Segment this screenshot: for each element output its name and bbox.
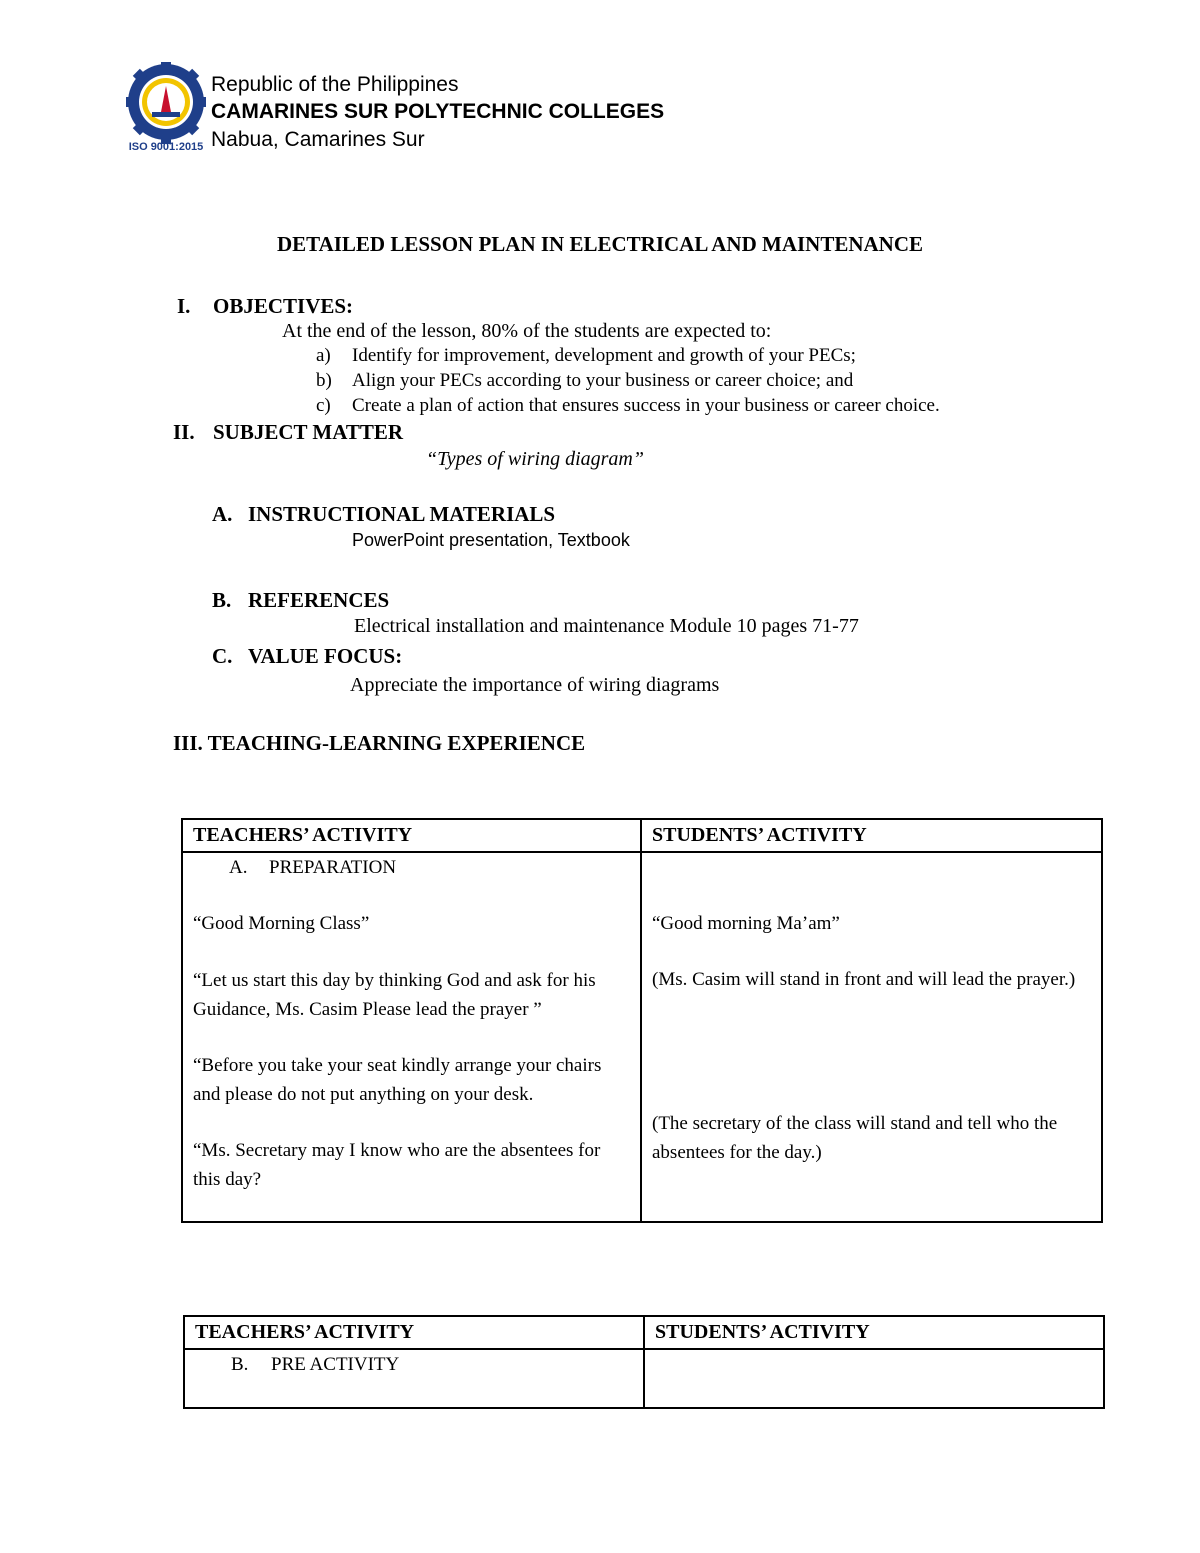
teacher-line: “Let us start this day by thinking God and ask for his Guidance, Ms. Casim Please lead the prayer ”: [193, 970, 596, 1020]
materials-text: PowerPoint presentation, Textbook: [352, 530, 630, 550]
students-activity-cell: [644, 1349, 1104, 1408]
objective-item: [316, 345, 856, 367]
table-row: [184, 1349, 1104, 1408]
step-label: [195, 1350, 633, 1379]
objective-marker: c): [316, 395, 331, 416]
student-line: “Good morning Ma’am”: [652, 913, 840, 934]
teachers-activity-cell: [182, 852, 641, 1222]
activity-table-pre-activity: [183, 1315, 1105, 1409]
objectives-heading: [177, 294, 353, 319]
teaching-heading: [173, 731, 585, 756]
objective-marker: a): [316, 345, 331, 366]
subject-matter-number: II.: [173, 420, 195, 444]
header-republic: Republic of the Philippines: [211, 73, 459, 96]
objective-text: Align your PECs according to your business or career choice; and: [352, 370, 854, 391]
subject-matter-heading: [173, 420, 403, 445]
step-label: [193, 853, 630, 882]
references-letter: B.: [212, 588, 232, 612]
materials-letter: A.: [212, 502, 233, 526]
step-marker: B.: [231, 1354, 249, 1375]
objective-item: [316, 395, 940, 417]
references-heading: [212, 588, 389, 613]
subject-topic: “Types of wiring diagram”: [426, 448, 644, 470]
student-line: (The secretary of the class will stand and tell who the absentees for the day.): [652, 1113, 1058, 1163]
objectives-intro: At the end of the lesson, 80% of the students are expected to:: [282, 320, 772, 342]
student-line: (Ms. Casim will stand in front and will lead the prayer.): [652, 969, 1076, 990]
activity-table-preparation: [181, 818, 1103, 1223]
teachers-activity-cell: [184, 1349, 644, 1408]
value-focus-title: VALUE FOCUS:: [248, 644, 403, 668]
objective-marker: b): [316, 370, 332, 391]
value-focus-heading: [212, 644, 402, 669]
students-activity-cell: [641, 852, 1102, 1222]
teacher-line: “Ms. Secretary may I know who are the absentees for this day?: [193, 1140, 601, 1190]
teacher-line: “Good Morning Class”: [193, 913, 370, 934]
students-activity-header: STUDENTS’ ACTIVITY: [644, 1316, 1104, 1349]
header-college-name: CAMARINES SUR POLYTECHNIC COLLEGES: [211, 100, 665, 123]
teaching-number: III.: [173, 731, 203, 755]
step-title: PREPARATION: [269, 857, 397, 878]
college-logo: [126, 62, 206, 156]
step-marker: A.: [229, 857, 248, 878]
objective-text: Create a plan of action that ensures success in your business or career choice.: [352, 395, 940, 416]
page-title: DETAILED LESSON PLAN IN ELECTRICAL AND MAINTENANCE: [276, 232, 924, 256]
value-focus-letter: C.: [212, 644, 233, 668]
teaching-title: TEACHING-LEARNING EXPERIENCE: [207, 731, 586, 755]
teachers-activity-header: TEACHERS’ ACTIVITY: [184, 1316, 644, 1349]
objective-item: [316, 370, 853, 392]
value-focus-text: Appreciate the importance of wiring diagrams: [350, 674, 720, 696]
header-location: Nabua, Camarines Sur: [211, 128, 425, 151]
step-title: PRE ACTIVITY: [271, 1354, 400, 1375]
table-row: [182, 852, 1102, 1222]
table-header-row: [184, 1316, 1104, 1349]
students-activity-header: STUDENTS’ ACTIVITY: [641, 819, 1102, 852]
materials-title: INSTRUCTIONAL MATERIALS: [248, 502, 556, 526]
references-text: Electrical installation and maintenance Module 10 pages 71-77: [354, 615, 859, 637]
teachers-activity-header: TEACHERS’ ACTIVITY: [182, 819, 641, 852]
references-title: REFERENCES: [248, 588, 390, 612]
materials-heading: [212, 502, 555, 527]
table-header-row: [182, 819, 1102, 852]
objectives-title: OBJECTIVES:: [213, 294, 354, 318]
subject-matter-title: SUBJECT MATTER: [213, 420, 404, 444]
teacher-line: “Before you take your seat kindly arrange your chairs and please do not put anything on your desk.: [193, 1055, 602, 1105]
logo-iso-text: ISO 9001:2015: [128, 141, 204, 153]
objectives-number: I.: [177, 294, 191, 318]
objective-text: Identify for improvement, development and growth of your PECs;: [352, 345, 856, 366]
